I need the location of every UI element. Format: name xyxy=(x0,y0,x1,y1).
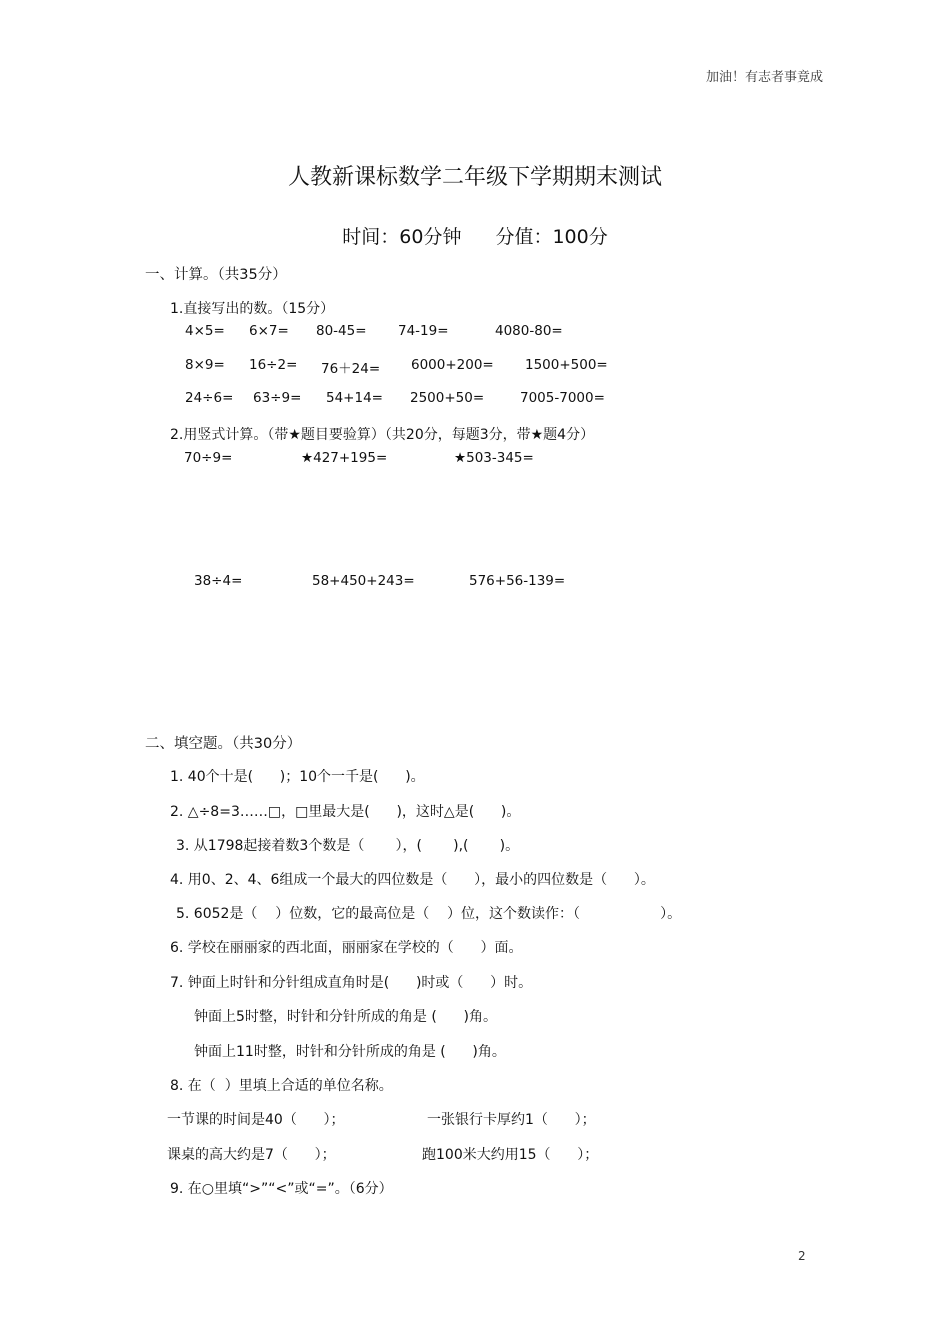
calc-cell: 6000+200= xyxy=(411,357,494,373)
fill-question: 8. 在（ ）里填上合适的单位名称。 xyxy=(170,1078,393,1094)
calc-cell: 63÷9= xyxy=(253,390,302,406)
calc-cell: 2500+50= xyxy=(410,390,485,406)
calc-cell: 76＋24= xyxy=(321,361,381,377)
exam-info xyxy=(0,222,950,249)
calc-cell: 74-19= xyxy=(398,323,449,339)
calc-cell: 4×5= xyxy=(185,323,225,339)
fill-question: 7. 钟面上时针和分针组成直角时是( )时或（ ）时。 xyxy=(170,975,533,991)
fill-question: 一节课的时间是40（ ）； xyxy=(167,1112,345,1128)
fill-question: 2. △÷8=3……□，□里最大是( )，这时△是( )。 xyxy=(170,804,521,820)
vertical-calc: 576+56-139= xyxy=(469,573,566,589)
page-number: 2 xyxy=(798,1249,806,1263)
fill-question: 6. 学校在丽丽家的西北面，丽丽家在学校的（ ）面。 xyxy=(170,940,523,956)
vertical-calc: 58+450+243= xyxy=(312,573,415,589)
calc-cell: 1500+500= xyxy=(525,357,608,373)
calc-cell: 54+14= xyxy=(326,390,383,406)
fill-question: 5. 6052是（ ）位数，它的最高位是（ ）位，这个数读作：（ ）。 xyxy=(176,906,682,922)
fill-question: 一张银行卡厚约1（ ）； xyxy=(427,1112,596,1128)
fill-question: 钟面上11时整，时针和分针所成的角是 ( )角。 xyxy=(194,1044,506,1060)
vertical-calc: ★503-345= xyxy=(454,450,534,466)
fill-question: 课桌的高大约是7（ ）； xyxy=(167,1147,336,1163)
fill-question: 钟面上5时整，时针和分针所成的角是 ( )角。 xyxy=(194,1009,497,1025)
vertical-calc: ★427+195= xyxy=(301,450,388,466)
exam-score: 分值：100分 xyxy=(495,226,608,248)
section1-heading: 一、计算。（共35分） xyxy=(145,267,287,283)
q1-label: 1.直接写出的数。（15分） xyxy=(170,301,335,317)
fill-question: 9. 在○里填“>”“<”或“=”。（6分） xyxy=(170,1181,393,1197)
calc-cell: 80-45= xyxy=(316,323,367,339)
fill-question: 跑100米大约用15（ ）； xyxy=(422,1147,599,1163)
q2-label: 2.用竖式计算。（带★题目要验算）（共20分，每题3分，带★题4分） xyxy=(170,427,595,443)
vertical-calc: 70÷9= xyxy=(184,450,233,466)
calc-cell: 8×9= xyxy=(185,357,225,373)
page-title: 人教新课标数学二年级下学期期末测试 xyxy=(287,165,662,190)
header-motto: 加油！有志者事竟成 xyxy=(706,70,824,85)
fill-question: 3. 从1798起接着数3个数是（ ），( ),( )。 xyxy=(176,838,520,854)
fill-question: 4. 用0、2、4、6组成一个最大的四位数是（ ），最小的四位数是（ ）。 xyxy=(170,872,655,888)
fill-question: 1. 40个十是( )；10个一千是( )。 xyxy=(170,769,425,785)
calc-cell: 6×7= xyxy=(249,323,289,339)
exam-time: 时间：60分钟 xyxy=(342,226,462,248)
calc-cell: 4080-80= xyxy=(495,323,563,339)
calc-cell: 7005-7000= xyxy=(520,390,605,406)
calc-cell: 16÷2= xyxy=(249,357,298,373)
section2-heading: 二、填空题。（共30分） xyxy=(145,736,302,752)
vertical-calc: 38÷4= xyxy=(194,573,243,589)
calc-cell: 24÷6= xyxy=(185,390,234,406)
